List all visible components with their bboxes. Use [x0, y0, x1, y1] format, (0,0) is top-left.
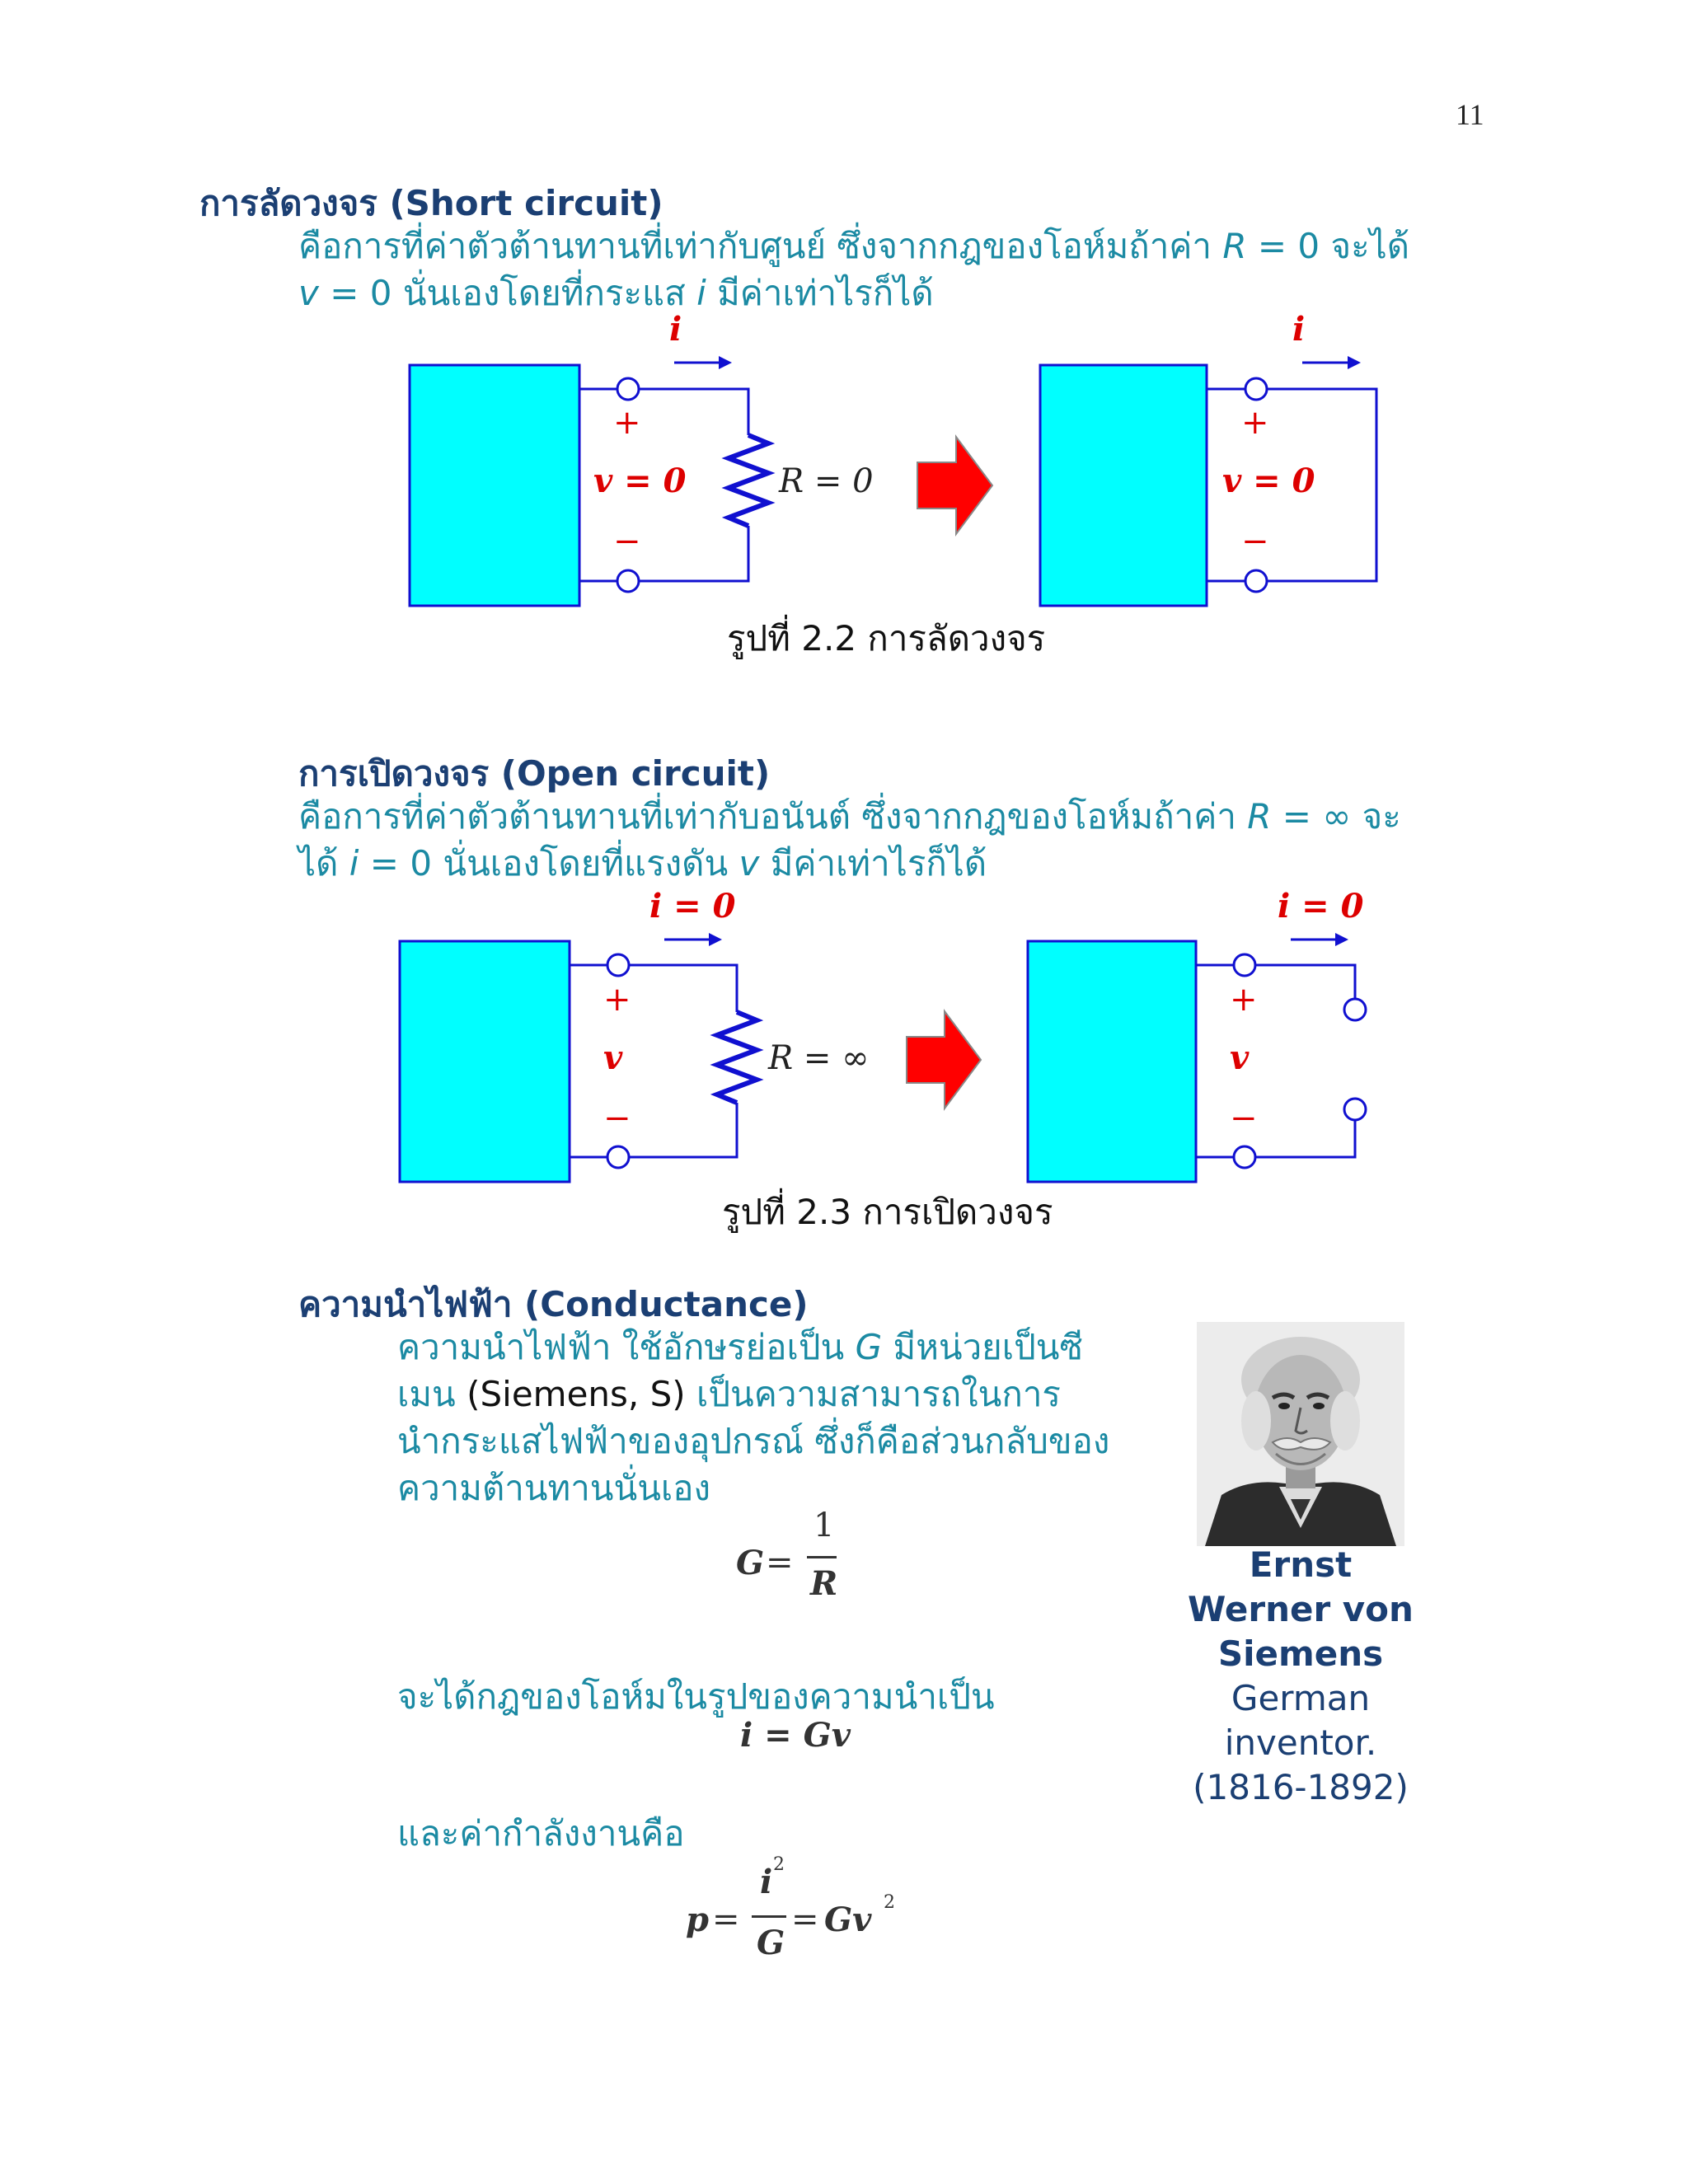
conductance-para-line-4: ความต้านทานนั่นเอง — [397, 1468, 711, 1508]
current-arrowhead-right — [1335, 933, 1348, 946]
open-circuit-line-1 — [298, 793, 1401, 840]
wire-bottom-left — [639, 526, 748, 581]
transform-arrow — [917, 437, 992, 534]
wire-top-left — [629, 965, 737, 1012]
plus-sign-left: + — [613, 404, 641, 442]
terminal-top-left — [617, 378, 639, 400]
ohms-law-conductance-text: จะได้กฎของโอห์มในรูปของความนำเป็น — [397, 1676, 995, 1717]
page-number: 11 — [1456, 98, 1484, 131]
minus-sign-right: − — [1241, 523, 1269, 560]
years: (1816-1892) — [1193, 1767, 1409, 1807]
open-terminal-top — [1344, 999, 1366, 1020]
power-text: และค่ากำลังงานคือ — [397, 1813, 685, 1854]
terminal-bottom-left — [617, 570, 639, 592]
minus-sign-left: − — [613, 523, 641, 560]
eq-equals-2: = — [791, 1900, 819, 1938]
source-box-right — [1028, 941, 1196, 1182]
conductance-para-line-3: นำกระแสไฟฟ้าของอุปกรณ์ ซึ่งก็คือส่วนกลับของ — [397, 1421, 1110, 1461]
source-box-right — [1040, 365, 1207, 606]
open-wire-top — [1255, 965, 1355, 999]
text: = ∞ จะ — [1271, 796, 1401, 837]
text: = 0 นั่นเองโดยที่กระแส — [318, 273, 697, 313]
siemens-unit: (Siemens, S) — [467, 1374, 686, 1414]
eq-equals: = — [712, 1900, 740, 1938]
current-label-left: i — [669, 312, 682, 349]
var-i: i — [696, 273, 706, 313]
eq-numerator: 1 — [814, 1507, 835, 1544]
text: คือการที่ค่าตัวต้านทานที่เท่ากับอนันต์ ซึ่งจากกฎของโอห์มถ้าค่า — [298, 796, 1248, 837]
text: ได้ — [298, 843, 349, 883]
conductance-para-line-1 — [397, 1324, 1083, 1371]
figure-2-3-caption: รูปที่ 2.3 การเปิดวงจร — [722, 1192, 1053, 1232]
open-terminal-bottom — [1344, 1099, 1366, 1120]
source-box-left — [400, 941, 570, 1182]
text: เป็นความสามารถในการ — [685, 1374, 1061, 1414]
terminal-top-right — [1234, 954, 1255, 976]
portrait-caption — [1169, 1543, 1432, 1810]
resistor-label: R = 0 — [779, 462, 874, 500]
source-box-left — [410, 365, 579, 606]
resistor-label: R = ∞ — [768, 1039, 870, 1077]
current-label-right: i = 0 — [1278, 890, 1364, 926]
open-wire-bottom — [1255, 1120, 1355, 1157]
current-label-right: i — [1292, 312, 1306, 349]
eq-denominator: G — [757, 1924, 785, 1962]
plus-sign-right: + — [1230, 981, 1258, 1019]
short-circuit-heading: การลัดวงจร (Short circuit) — [199, 183, 663, 223]
voltage-label-left: v = 0 — [593, 462, 687, 500]
eq-numerator-exponent: 2 — [773, 1854, 785, 1875]
name-line-3: Siemens — [1217, 1633, 1384, 1674]
open-circuit-line-2 — [298, 840, 987, 887]
text: มีหน่วยเป็นซี — [882, 1327, 1084, 1367]
name-line-1: Ernst — [1249, 1544, 1353, 1585]
eq-equals: = — [766, 1544, 794, 1582]
terminal-top-left — [607, 954, 629, 976]
text: = 0 จะได้ — [1246, 226, 1410, 266]
resistor-zigzag — [729, 435, 768, 526]
plus-sign-left: + — [603, 981, 631, 1019]
text: คือการที่ค่าตัวต้านทานที่เท่ากับศูนย์ ซึ่งจากกฎของโอห์มถ้าค่า — [298, 226, 1223, 266]
eq-lhs: p — [686, 1900, 709, 1939]
description-line-2: inventor. — [1224, 1722, 1377, 1763]
eq-rhs-exponent: 2 — [884, 1892, 895, 1913]
short-circuit-line-2 — [298, 269, 934, 316]
transform-arrow — [907, 1011, 981, 1108]
conductance-heading: ความนำไฟฟ้า (Conductance) — [298, 1284, 809, 1324]
var-r: R — [1222, 226, 1247, 266]
wire-bottom-left — [629, 1103, 737, 1157]
var-r: R — [1247, 796, 1272, 837]
equation-i-equals-gv: i = Gv — [740, 1716, 851, 1755]
eq-denominator: R — [810, 1564, 838, 1603]
current-label-left: i = 0 — [649, 890, 736, 926]
text: = 0 นั่นเองโดยที่แรงดัน — [359, 843, 739, 883]
short-circuit-line-1 — [298, 223, 1409, 269]
voltage-label-left: v — [603, 1038, 623, 1077]
voltage-label-right: v — [1230, 1038, 1250, 1077]
open-circuit-heading: การเปิดวงจร (Open circuit) — [298, 753, 771, 794]
current-arrowhead-left — [719, 356, 732, 369]
eq-rhs: Gv — [824, 1900, 872, 1939]
current-arrowhead-right — [1348, 356, 1361, 369]
fraction-bar — [807, 1556, 837, 1558]
text: เมน — [397, 1374, 467, 1414]
current-arrowhead-left — [709, 933, 722, 946]
voltage-label-right: v = 0 — [1222, 462, 1315, 500]
description-line-1: German — [1231, 1678, 1371, 1718]
resistor-zigzag — [717, 1012, 757, 1103]
equation-power — [686, 1854, 900, 1983]
minus-sign-right: − — [1230, 1099, 1258, 1137]
text: มีค่าเท่าไรก็ได้ — [706, 273, 934, 313]
siemens-portrait — [1197, 1322, 1404, 1546]
var-i: i — [349, 843, 359, 883]
terminal-bottom-right — [1245, 570, 1267, 592]
wire-top-left — [639, 389, 748, 435]
text: ความนำไฟฟ้า ใช้อักษรย่อเป็น — [397, 1327, 856, 1367]
terminal-top-right — [1245, 378, 1267, 400]
conductance-para-line-2 — [397, 1371, 1061, 1418]
text: มีค่าเท่าไรก็ได้ — [759, 843, 987, 883]
eq-numerator: i — [760, 1863, 773, 1901]
terminal-bottom-right — [1234, 1146, 1255, 1168]
name-line-2: Werner von — [1188, 1589, 1414, 1629]
var-v: v — [738, 843, 760, 883]
short-circuit-figure — [396, 312, 1426, 625]
eq-lhs: G — [736, 1544, 765, 1582]
var-g: G — [855, 1327, 883, 1367]
figure-2-2-caption: รูปที่ 2.2 การลัดวงจร — [727, 618, 1046, 658]
terminal-bottom-left — [607, 1146, 629, 1168]
open-circuit-figure — [387, 890, 1418, 1203]
minus-sign-left: − — [603, 1099, 631, 1137]
var-v: v — [298, 273, 319, 313]
fraction-bar — [752, 1915, 786, 1918]
equation-g-equals-1-over-r — [736, 1507, 851, 1622]
plus-sign-right: + — [1241, 404, 1269, 442]
